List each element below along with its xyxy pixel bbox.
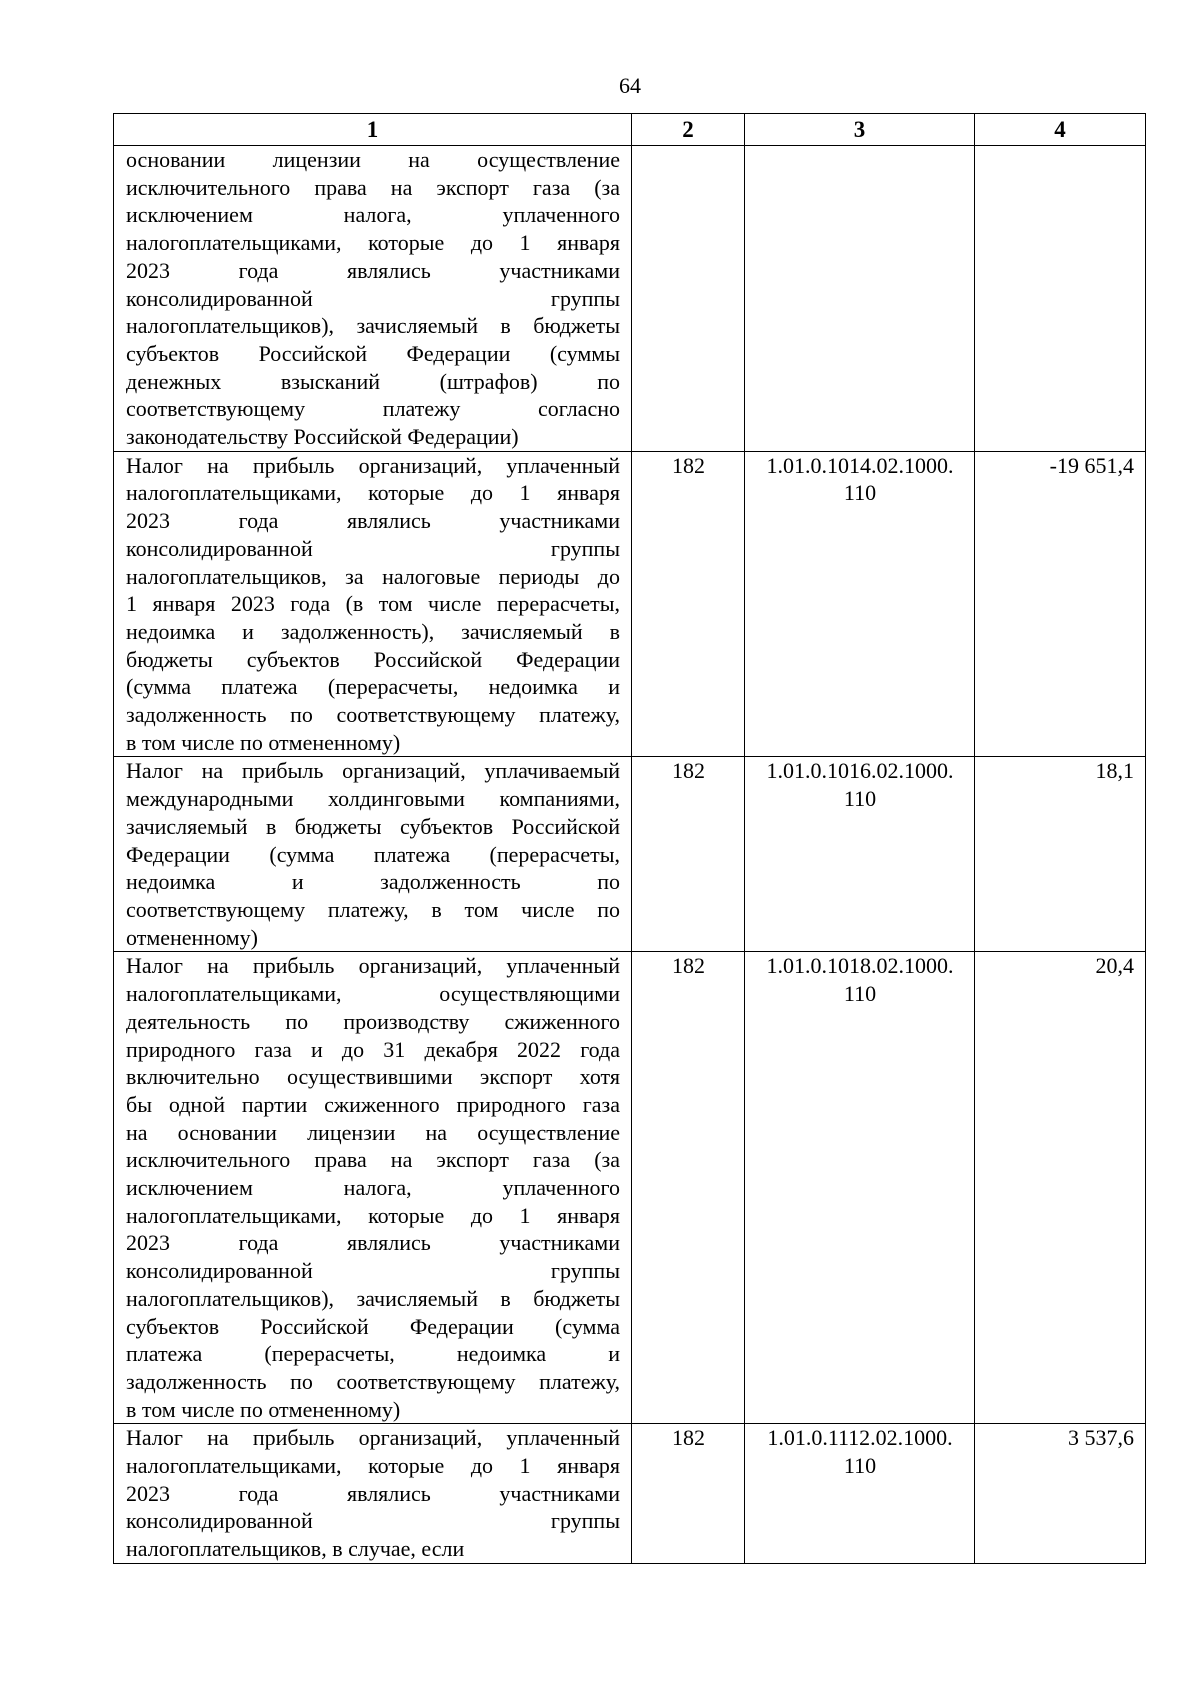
administrator-code-cell: 182 [632, 757, 745, 952]
description-line: исключительного права на экспорт газа (за [126, 1147, 620, 1173]
table-body [114, 146, 1146, 1564]
description-line: природного газа и до 31 декабря 2022 года [126, 1036, 620, 1062]
code-line: 1.01.0.1112.02.1000. [767, 1425, 953, 1451]
budget-classification-code-cell [745, 451, 975, 757]
amount-cell: 3 537,6 [975, 1424, 1146, 1564]
description-line: 2023 года являлись участниками [126, 508, 620, 534]
description-line: соответствующему платежу согласно [126, 396, 620, 422]
description-line: налогоплательщиками, которые до 1 января [126, 1453, 620, 1479]
description-line: на основании лицензии на осуществление [126, 1119, 620, 1145]
description-line: платежа (перерасчеты, недоимка и [126, 1341, 620, 1367]
budget-classification-code-cell [745, 757, 975, 952]
description-line: бы одной партии сжиженного природного газа [126, 1091, 620, 1117]
description-line: Федерации (сумма платежа (перерасчеты, [126, 841, 620, 867]
description-line: Налог на прибыль организаций, уплаченный [126, 953, 620, 979]
table-row [114, 757, 1146, 952]
table-row [114, 451, 1146, 757]
description-line: исключительного права на экспорт газа (за [126, 174, 620, 200]
description-line: отмененному) [126, 924, 258, 950]
amount-cell [975, 146, 1146, 452]
budget-classification-code-cell [745, 1424, 975, 1564]
code-line: 110 [843, 981, 877, 1007]
description-line: субъектов Российской Федерации (суммы [126, 340, 620, 366]
description-line: 1 января 2023 года (в том числе перерасчеты, [126, 591, 620, 617]
description-line: в том числе по отмененному) [126, 1396, 401, 1422]
table-row [114, 1424, 1146, 1564]
description-line: денежных взысканий (штрафов) по [126, 368, 620, 394]
description-line: консолидированной группы [126, 285, 620, 311]
description-line: налогоплательщиками, осуществляющими [126, 981, 620, 1007]
description-line: недоимка и задолженность по [126, 869, 620, 895]
table-header-row [114, 114, 1146, 146]
description-line: 2023 года являлись участниками [126, 257, 620, 283]
code-line: 110 [843, 480, 877, 506]
description-line: налогоплательщиками, которые до 1 января [126, 1202, 620, 1228]
description-line: бюджеты субъектов Российской Федерации [126, 646, 620, 672]
description-line: задолженность по соответствующему платежу, [126, 1368, 620, 1394]
description-line: 2023 года являлись участниками [126, 1230, 620, 1256]
description-line: налогоплательщиков, в случае, если [126, 1536, 465, 1562]
description-line: налогоплательщиками, которые до 1 января [126, 230, 620, 256]
description-line: субъектов Российской Федерации (сумма [126, 1313, 620, 1339]
column-header-1: 1 [114, 114, 632, 146]
description-line: включительно осуществившими экспорт хотя [126, 1064, 620, 1090]
administrator-code-cell: 182 [632, 952, 745, 1424]
revenue-description-cell [114, 1424, 632, 1564]
amount-cell: -19 651,4 [975, 451, 1146, 757]
description-line: недоимка и задолженность), зачисляемый в [126, 618, 620, 644]
description-line: налогоплательщиков, за налоговые периоды до [126, 563, 620, 589]
description-line: в том числе по отмененному) [126, 729, 401, 755]
code-line: 1.01.0.1018.02.1000. [766, 953, 954, 979]
table-row [114, 146, 1146, 452]
administrator-code-cell: 182 [632, 1424, 745, 1564]
description-line: консолидированной группы [126, 535, 620, 561]
administrator-code-cell [632, 146, 745, 452]
revenue-description-cell [114, 757, 632, 952]
description-line: соответствующему платежу, в том числе по [126, 896, 620, 922]
description-line: зачисляемый в бюджеты субъектов Российской [126, 813, 620, 839]
column-header-2: 2 [632, 114, 745, 146]
description-line: консолидированной группы [126, 1258, 620, 1284]
column-header-3: 3 [745, 114, 975, 146]
budget-classification-code-cell [745, 146, 975, 452]
description-line: законодательству Российской Федерации) [126, 424, 519, 450]
code-line: 110 [843, 786, 877, 812]
revenue-description-cell [114, 146, 632, 452]
budget-classification-code-cell [745, 952, 975, 1424]
description-line: исключением налога, уплаченного [126, 1175, 620, 1201]
description-line: налогоплательщиками, которые до 1 января [126, 480, 620, 506]
description-line: Налог на прибыль организаций, уплаченный [126, 452, 620, 478]
description-line: международными холдинговыми компаниями, [126, 786, 620, 812]
amount-cell: 18,1 [975, 757, 1146, 952]
amount-cell: 20,4 [975, 952, 1146, 1424]
budget-revenue-table [113, 113, 1146, 1564]
revenue-description-cell [114, 952, 632, 1424]
code-line: 110 [843, 1453, 877, 1479]
description-line: (сумма платежа (перерасчеты, недоимка и [126, 674, 620, 700]
column-header-4: 4 [975, 114, 1146, 146]
page-number: 64 [619, 73, 641, 98]
description-line: задолженность по соответствующему платежу, [126, 702, 620, 728]
description-line: налогоплательщиков), зачисляемый в бюджеты [126, 1285, 620, 1311]
code-line: 1.01.0.1014.02.1000. [766, 452, 954, 478]
description-line: Налог на прибыль организаций, уплаченный [126, 1425, 620, 1451]
description-line: основании лицензии на осуществление [126, 147, 620, 172]
description-line: консолидированной группы [126, 1508, 620, 1534]
description-line: налогоплательщиков), зачисляемый в бюджеты [126, 313, 620, 339]
description-line: 2023 года являлись участниками [126, 1480, 620, 1506]
administrator-code-cell: 182 [632, 451, 745, 757]
revenue-description-cell [114, 451, 632, 757]
description-line: исключением налога, уплаченного [126, 202, 620, 228]
table-row [114, 952, 1146, 1424]
description-line: деятельность по производству сжиженного [126, 1008, 620, 1034]
description-line: Налог на прибыль организаций, уплачиваемый [126, 758, 620, 784]
code-line: 1.01.0.1016.02.1000. [766, 758, 954, 784]
